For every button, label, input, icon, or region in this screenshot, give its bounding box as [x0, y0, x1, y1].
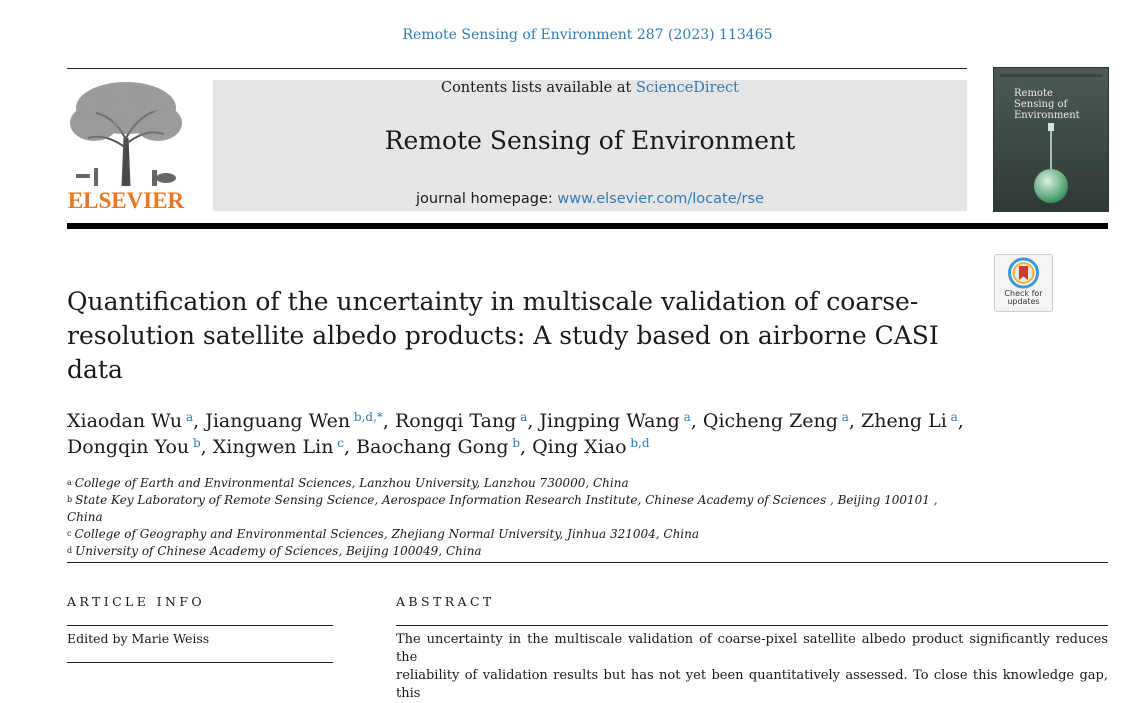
affiliation-key: c — [67, 529, 72, 538]
author-separator: , — [957, 410, 964, 432]
author-separator: , — [344, 436, 357, 458]
author-affiliation-marker[interactable]: a — [182, 410, 194, 424]
author-name[interactable]: Qicheng Zeng — [702, 410, 838, 432]
author-affiliation-marker[interactable]: b — [508, 436, 520, 450]
author-list — [67, 408, 1007, 460]
author-name[interactable]: Jianguang Wen — [205, 410, 351, 432]
author-affiliation-marker[interactable]: b,d,* — [350, 410, 383, 424]
author-separator: , — [690, 410, 703, 432]
article-info-heading: ARTICLE INFO — [67, 594, 206, 609]
journal-cover-image[interactable] — [993, 67, 1109, 212]
author-name[interactable]: Qing Xiao — [532, 436, 627, 458]
edited-by: Edited by Marie Weiss — [67, 631, 210, 646]
elsevier-tree-icon — [66, 78, 186, 188]
cover-title: Remote Sensing of Environment — [1014, 88, 1080, 121]
sciencedirect-link[interactable]: ScienceDirect — [635, 80, 740, 96]
article-title: Quantification of the uncertainty in multiscale validation of coarse-resolution satellite albedo products: A study based on airborne CASI data — [67, 287, 939, 384]
affiliation-text: College of Earth and Environmental Sciences, Lanzhou University, Lanzhou 730000, China — [74, 476, 629, 490]
author-name[interactable]: Xiaodan Wu — [67, 410, 183, 432]
author-separator: , — [520, 436, 533, 458]
check-updates-icon — [995, 255, 1052, 291]
contents-line — [213, 80, 967, 96]
homepage-line — [213, 191, 967, 207]
affiliation-item — [67, 526, 967, 543]
author-separator: , — [382, 410, 395, 432]
affiliation-text: State Key Laboratory of Remote Sensing Science, Aerospace Information Research Institute, Chinese Academy of Sciences , Beijing 100101 , China — [67, 493, 938, 524]
author-name[interactable]: Xingwen Lin — [212, 436, 334, 458]
header-thick-rule — [67, 223, 1108, 229]
author-affiliation-marker[interactable]: a — [679, 410, 691, 424]
author-name[interactable]: Rongqi Tang — [395, 410, 517, 432]
affiliation-list — [67, 475, 967, 560]
contents-prefix: Contents lists available at — [440, 80, 636, 96]
author-name[interactable]: Baochang Gong — [356, 436, 509, 458]
journal-name: Remote Sensing of Environment — [384, 126, 796, 155]
affiliation-item — [67, 543, 967, 560]
affiliation-text: University of Chinese Academy of Sciences, Beijing 100049, China — [75, 544, 482, 558]
author-separator: , — [200, 436, 213, 458]
check-updates-label — [995, 290, 1052, 306]
check-updates-line2: updates — [1007, 297, 1040, 306]
abstract-heading: ABSTRACT — [396, 594, 495, 609]
affiliation-item — [67, 492, 967, 526]
affiliation-key: d — [67, 546, 73, 555]
author-name[interactable]: Zheng Li — [861, 410, 947, 432]
elsevier-wordmark: ELSEVIER — [67, 188, 185, 213]
abstract-line: The uncertainty in the multiscale validation of coarse-pixel satellite albedo product significantly reduces the — [396, 632, 1108, 665]
article-info-rule — [67, 625, 333, 626]
author-affiliation-marker[interactable]: a — [946, 410, 958, 424]
check-for-updates-button[interactable] — [994, 254, 1053, 312]
author-separator: , — [527, 410, 540, 432]
affiliation-text: College of Geography and Environmental Sciences, Zhejiang Normal University, Jinhua 321004, China — [74, 527, 700, 541]
section-rule — [67, 562, 1108, 563]
author-name[interactable]: Jingping Wang — [539, 410, 680, 432]
affiliation-key: b — [67, 495, 73, 504]
author-separator: , — [193, 410, 206, 432]
author-affiliation-marker[interactable]: b,d — [626, 436, 650, 450]
author-affiliation-marker[interactable]: c — [333, 436, 345, 450]
journal-citation[interactable]: Remote Sensing of Environment 287 (2023) 113465 — [402, 27, 773, 43]
article-info-rule-2 — [67, 662, 333, 663]
abstract-line: reliability of validation results but has not yet been quantitatively assessed. To close this knowledge gap, this — [396, 668, 1108, 701]
author-affiliation-marker[interactable]: b — [189, 436, 201, 450]
affiliation-key: a — [67, 478, 72, 487]
abstract-rule — [396, 625, 1108, 626]
author-name[interactable]: Dongqin You — [67, 436, 190, 458]
affiliation-item — [67, 475, 967, 492]
abstract-text — [396, 631, 1108, 703]
elsevier-logo[interactable] — [66, 78, 186, 214]
homepage-prefix: journal homepage: — [416, 191, 558, 207]
author-separator: , — [848, 410, 861, 432]
header-top-rule — [67, 68, 967, 69]
author-affiliation-marker[interactable]: a — [516, 410, 528, 424]
author-affiliation-marker[interactable]: a — [837, 410, 849, 424]
homepage-link[interactable]: www.elsevier.com/locate/rse — [557, 191, 764, 207]
check-updates-line1: Check for — [1004, 289, 1043, 298]
